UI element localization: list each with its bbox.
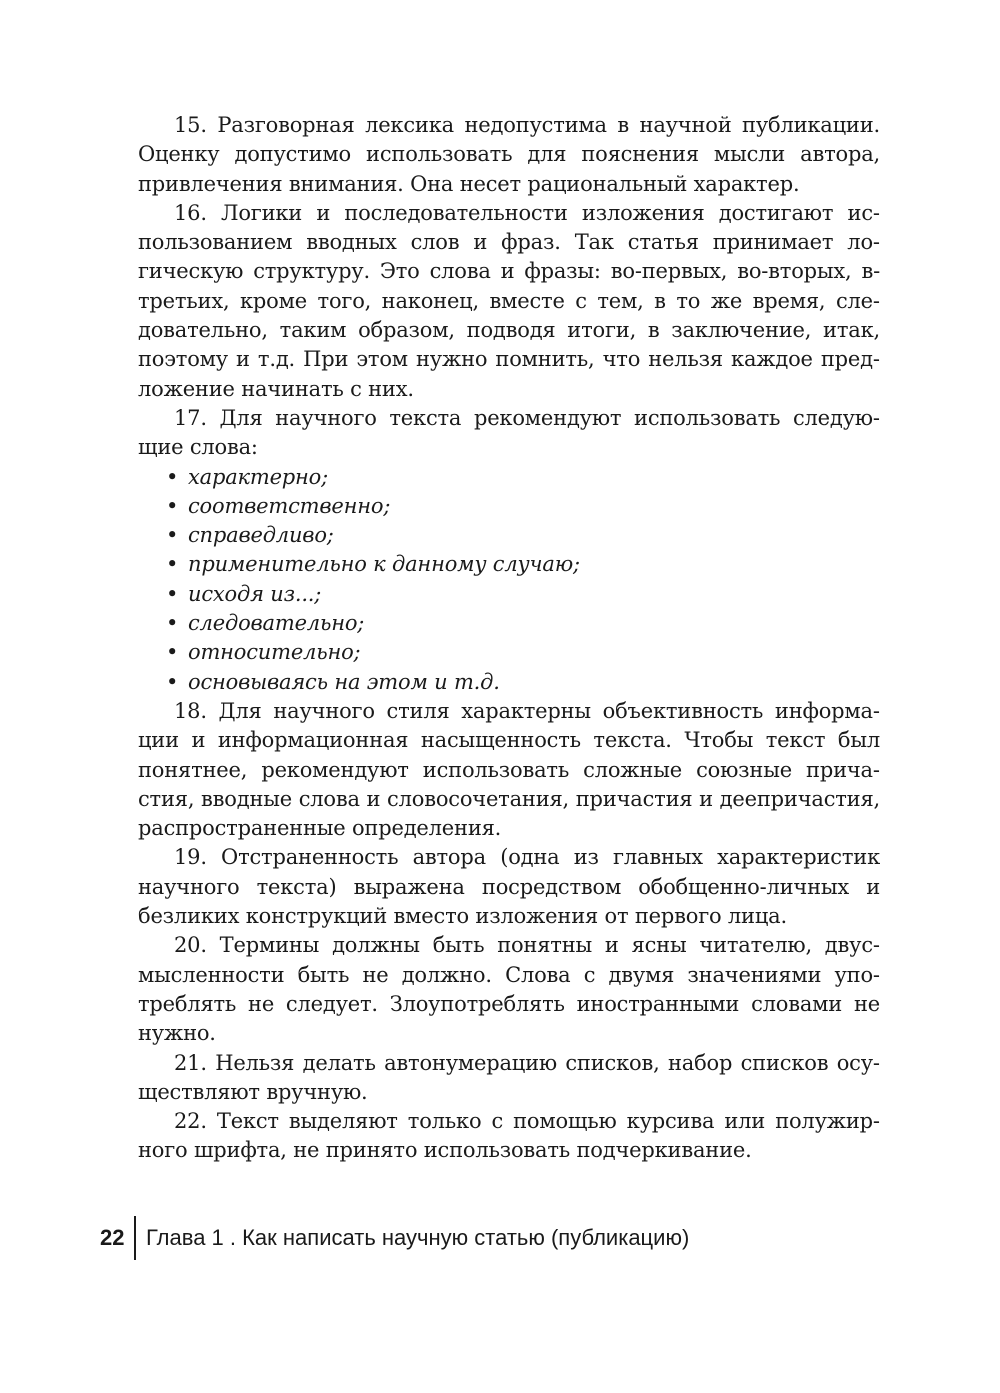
bullet-icon: •: [166, 669, 179, 694]
paragraph-20: 20. Термины должны быть понятны и ясны читателю, двусмысленности быть не должно. Слова с двумя значениями употреблять не следует. Злоупотреблять иностранными словами не нужно.: [138, 933, 880, 1046]
paragraph-17: 17. Для научного текста рекомендуют использовать следующие слова:: [138, 405, 880, 460]
list-item: [162, 668, 880, 697]
bullet-icon: •: [166, 581, 179, 606]
list-item: [162, 609, 880, 638]
list-item-text: исходя из...;: [188, 581, 322, 606]
list-item-text: применительно к данному случаю;: [188, 552, 580, 577]
list-item: [162, 580, 880, 609]
list-item-text: основываясь на этом и т.д.: [188, 669, 500, 694]
bullet-icon: •: [166, 640, 179, 665]
list-item: [162, 463, 880, 492]
bullet-icon: •: [166, 493, 179, 518]
paragraph-16: 16. Логики и последовательности изложения достигают использованием вводных слов и фраз. Так статья принимает логическую структуру. Это слова и фразы: во-первых, во-вторых, в-третьих, кроме того, наконец, вместе с тем, в то же время, следовательно, таким образом, подводя итоги, в заключение, итак, поэтому и т.д. При этом нужно помнить, что нельзя каждое предложение начинать с них.: [138, 200, 880, 401]
list-item-text: соответственно;: [188, 493, 391, 518]
paragraph-15: 15. Разговорная лексика недопустима в научной публикации. Оценку допустимо использовать для пояснения мысли автора, привлечения внимания. Она несет рациональный характер.: [138, 113, 880, 196]
list-item: [162, 550, 880, 579]
paragraph-18: 18. Для научного стиля характерны объективность информации и информационная насыщенность текста. Чтобы текст был понятнее, рекомендуют использовать сложные союзные причастия, вводные слова и словосочетания, причастия и деепричастия, распространенные определения.: [138, 698, 880, 841]
list-item-text: следовательно;: [188, 611, 365, 636]
list-item-text: относительно;: [188, 640, 361, 665]
bullet-icon: •: [166, 464, 179, 489]
list-item-text: характерно;: [188, 464, 329, 489]
paragraph-21: 21. Нельзя делать автонумерацию списков, набор списков осуществляют вручную.: [138, 1050, 880, 1104]
page-number: 22: [100, 1225, 125, 1250]
paragraph-22: 22. Текст выделяют только с помощью курсива или полужирного шрифта, не принято использовать подчеркивание.: [138, 1109, 880, 1163]
paragraph-19: 19. Отстраненность автора (одна из главных характеристик научного текста) выражена посредством обобщенно-личных и безликих конструкций вместо изложения от первого лица.: [138, 845, 880, 929]
recommended-words-list: [138, 463, 880, 697]
page-footer: [100, 1216, 689, 1260]
running-chapter-title: Глава 1 . Как написать научную статью (публикацию): [146, 1225, 690, 1250]
bullet-icon: •: [166, 523, 179, 548]
list-item-text: справедливо;: [188, 523, 334, 548]
bullet-icon: •: [166, 552, 179, 577]
list-item: [162, 638, 880, 667]
list-item: [162, 521, 880, 550]
page-body-text: [138, 111, 880, 1166]
list-item: [162, 492, 880, 521]
bullet-icon: •: [166, 611, 179, 636]
footer-divider: [134, 1216, 136, 1260]
